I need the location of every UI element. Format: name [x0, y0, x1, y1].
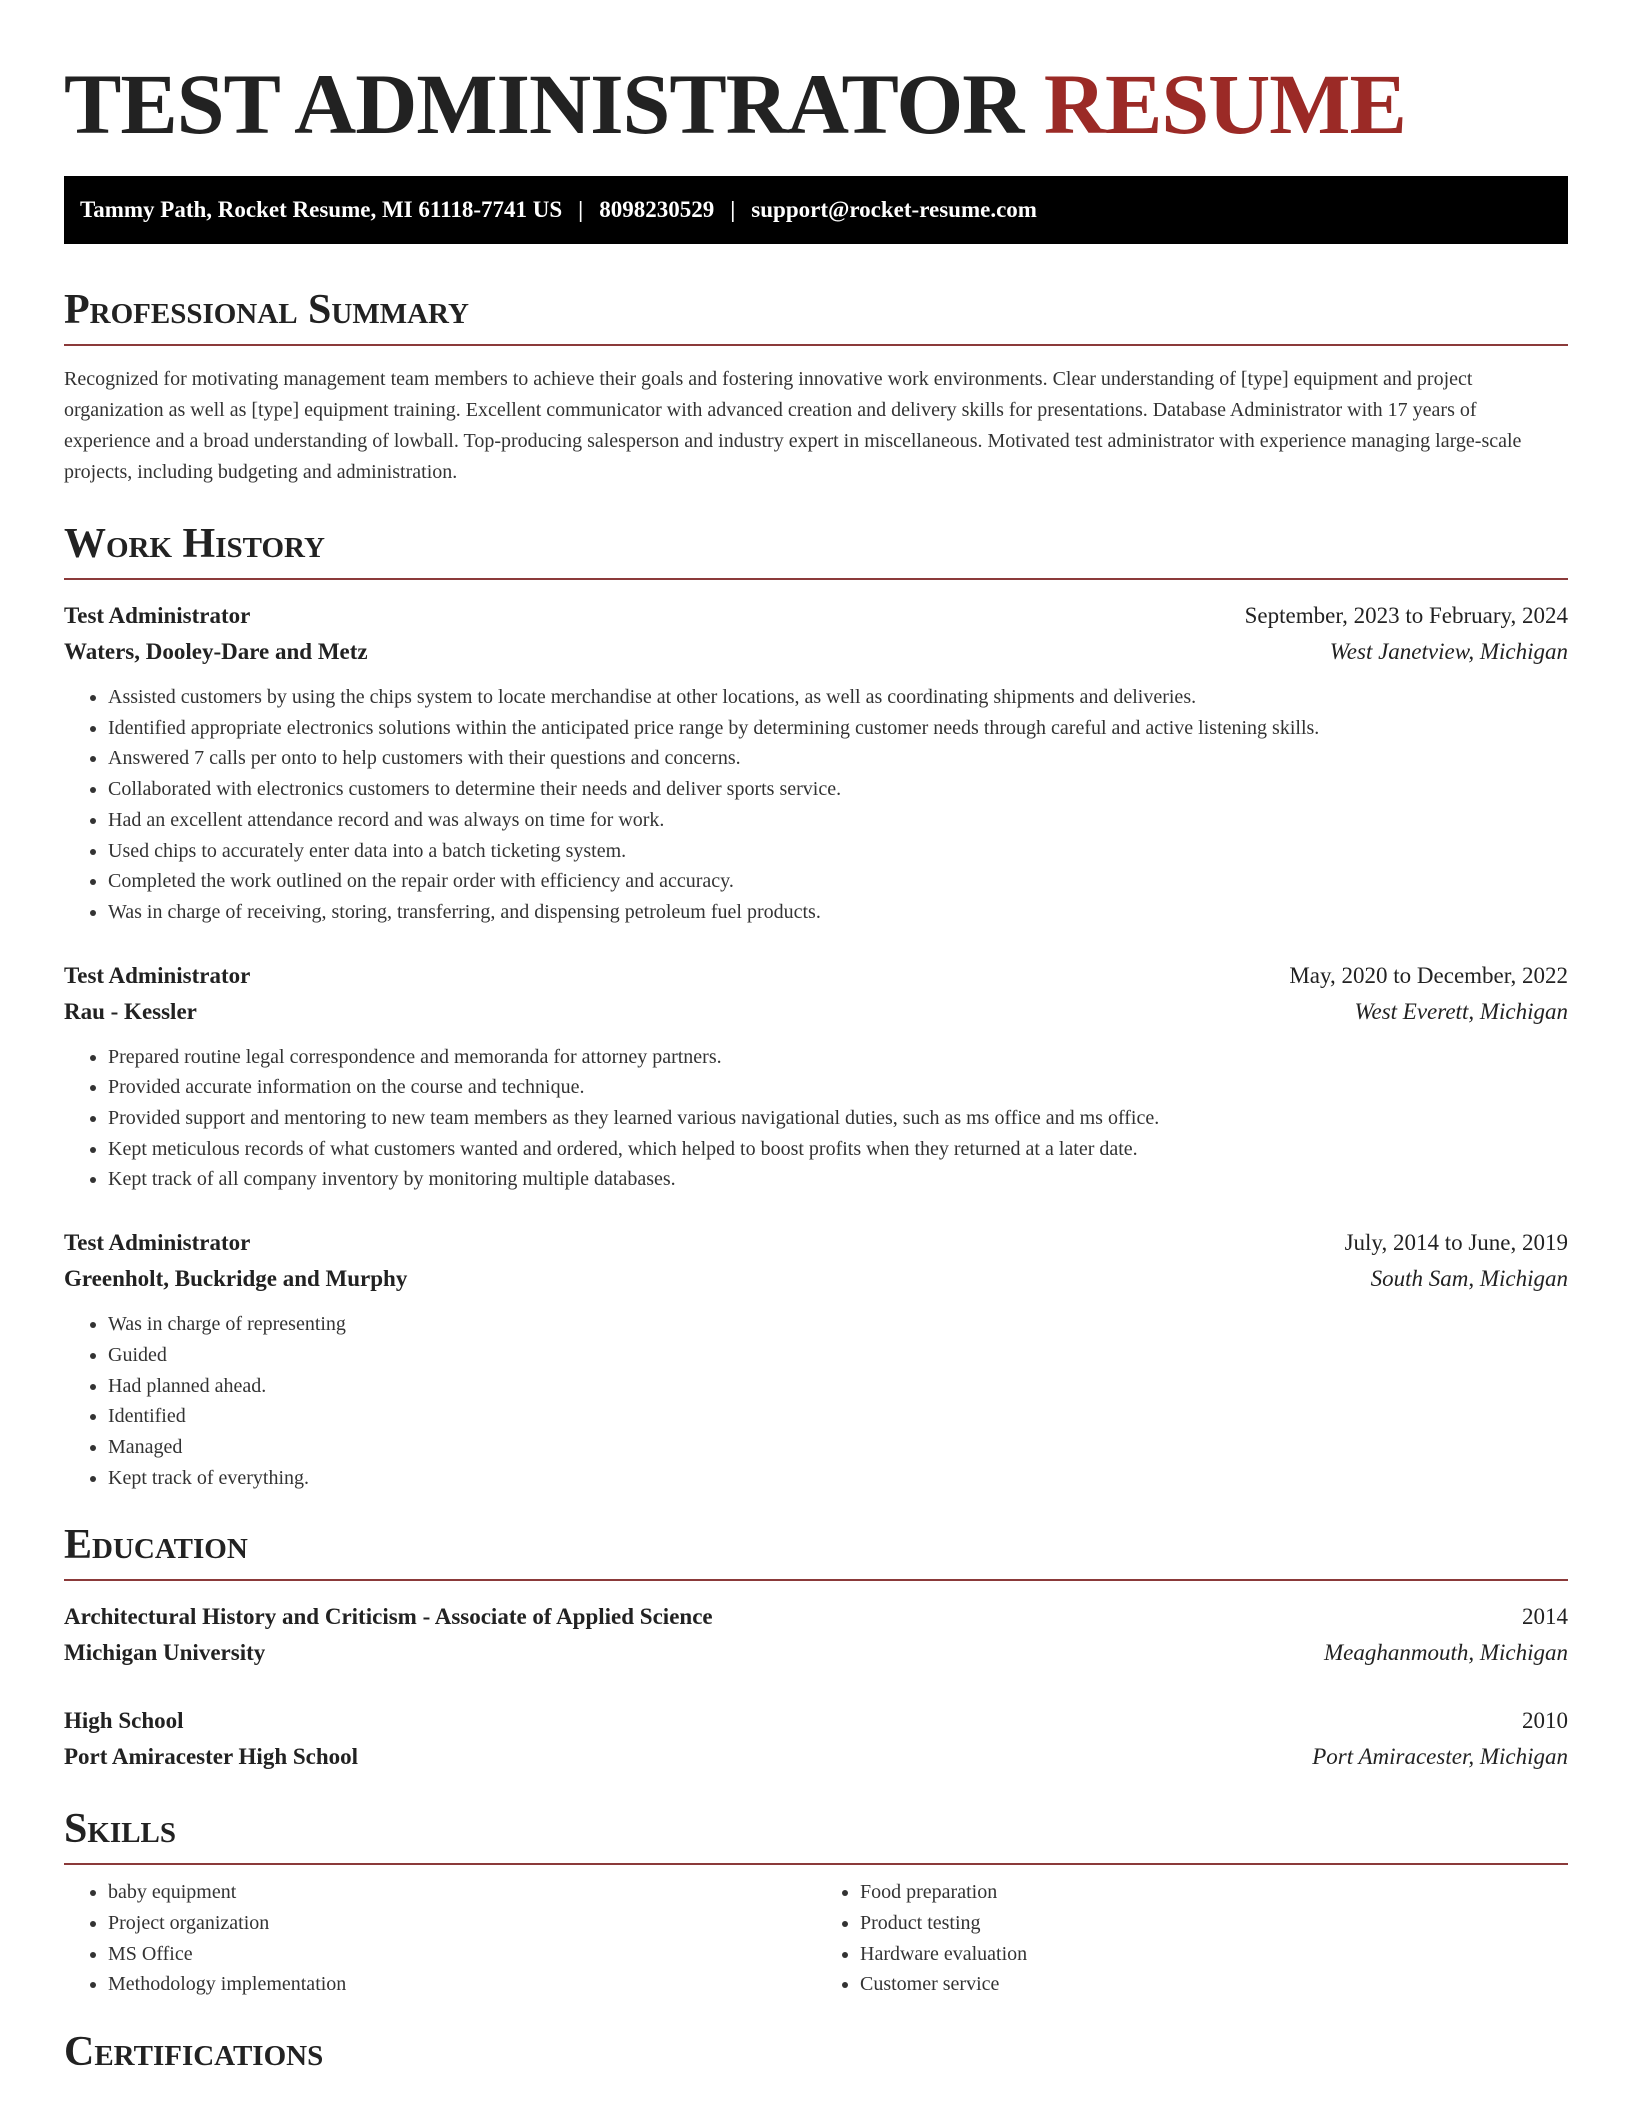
education-entry — [64, 1703, 1568, 1775]
list-item: • Was in charge of representing — [108, 1309, 1568, 1340]
job-entry — [64, 1225, 1568, 1493]
job-bullets — [64, 1042, 1568, 1196]
list-item: • Identified appropriate electronics solutions within the anticipated price range by determining customer needs through careful and active listening skills. — [108, 713, 1568, 744]
skills-list-right — [816, 1877, 1568, 2000]
list-item: • Answered 7 calls per onto to help customers with their questions and concerns. — [108, 743, 1568, 774]
job-location: West Janetview, Michigan — [1329, 639, 1568, 664]
job-dates: July, 2014 to June, 2019 — [1344, 1230, 1568, 1256]
skills-list-left — [64, 1877, 816, 2000]
resume-title — [64, 0, 1568, 152]
list-item: • Identified — [108, 1401, 1568, 1432]
contact-email: support@rocket-resume.com — [751, 197, 1037, 222]
education-heading: Education — [64, 1519, 1568, 1581]
job-title: Test Administrator — [64, 1230, 251, 1256]
job-location: South Sam, Michigan — [1370, 1266, 1568, 1292]
list-item: • baby equipment — [108, 1877, 816, 1908]
job-dates: May, 2020 to December, 2022 — [1289, 962, 1568, 988]
education-school: Port Amiracester High School — [64, 1744, 359, 1770]
job-bullets — [64, 682, 1568, 928]
list-item: • Prepared routine legal correspondence and memoranda for attorney partners. — [108, 1042, 1568, 1073]
job-entry — [64, 598, 1568, 928]
education-header — [64, 1599, 1568, 1635]
title-main: TEST ADMINISTRATOR — [64, 56, 1024, 152]
summary-heading: Professional Summary — [64, 284, 1568, 346]
list-item: • Customer service — [860, 1969, 1568, 2000]
list-item: • Was in charge of receiving, storing, transferring, and dispensing petroleum fuel products. — [108, 897, 1568, 928]
education-degree: Architectural History and Criticism - Associate of Applied Science — [64, 1604, 713, 1630]
list-item: • Provided accurate information on the course and technique. — [108, 1072, 1568, 1103]
education-header — [64, 1703, 1568, 1739]
certifications-heading: Certifications — [64, 2029, 324, 2076]
list-item: • MS Office — [108, 1939, 816, 1970]
education-year: 2010 — [1522, 1708, 1568, 1734]
job-title: Test Administrator — [64, 962, 251, 988]
contact-bar — [64, 176, 1568, 244]
list-item: • Kept meticulous records of what customers wanted and ordered, which helped to boost profits when they returned at a later date. — [108, 1134, 1568, 1165]
list-item: • Used chips to accurately enter data into a batch ticketing system. — [108, 836, 1568, 867]
contact-separator: | — [730, 197, 736, 222]
job-company-row — [64, 994, 1568, 1030]
job-company-row — [64, 1261, 1568, 1297]
list-item: • Guided — [108, 1340, 1568, 1371]
skills-heading: Skills — [64, 1803, 1568, 1865]
list-item: • Project organization — [108, 1908, 816, 1939]
list-item: • Provided support and mentoring to new team members as they learned various navigational duties, such as ms office and ms office. — [108, 1103, 1568, 1134]
job-entry — [64, 958, 1568, 1196]
skills-grid — [64, 1865, 1568, 2000]
list-item: • Food preparation — [860, 1877, 1568, 1908]
contact-separator: | — [578, 197, 584, 222]
list-item: • Kept track of all company inventory by monitoring multiple databases. — [108, 1164, 1568, 1195]
list-item: • Methodology implementation — [108, 1969, 816, 2000]
education-entry — [64, 1599, 1568, 1671]
education-school-row — [64, 1635, 1568, 1671]
job-header — [64, 1225, 1568, 1261]
contact-phone: 8098230529 — [599, 197, 715, 222]
list-item: • Completed the work outlined on the repair order with efficiency and accuracy. — [108, 866, 1568, 897]
list-item: • Product testing — [860, 1908, 1568, 1939]
contact-address: Tammy Path, Rocket Resume, MI 61118-7741 US — [80, 197, 563, 222]
education-school: Michigan University — [64, 1640, 266, 1666]
list-item: • Managed — [108, 1432, 1568, 1463]
job-company: Greenholt, Buckridge and Murphy — [64, 1266, 408, 1292]
job-company: Rau - Kessler — [64, 998, 197, 1024]
education-year: 2014 — [1522, 1604, 1568, 1630]
list-item: • Kept track of everything. — [108, 1463, 1568, 1494]
work-history-heading: Work History — [64, 518, 1568, 580]
job-company: Waters, Dooley-Dare and Metz — [64, 639, 368, 664]
education-degree: High School — [64, 1708, 184, 1734]
list-item: • Assisted customers by using the chips system to locate merchandise at other locations, as well as coordinating shipments and deliveries. — [108, 682, 1568, 713]
summary-text: Recognized for motivating management team members to achieve their goals and fostering innovative work environments. Clear understanding of [type] equipment and project organization as well as [type] equipment training. Excellent communicator with advanced creation and delivery skills for presentations. Database Administrator with 17 years of experience and a broad understanding of lowball. Top-producing salesperson and industry expert in miscellaneous. Motivated test administrator with experience managing large-scale projects, including budgeting and administration. — [64, 368, 1522, 483]
job-location: West Everett, Michigan — [1354, 998, 1568, 1024]
job-company-row — [64, 634, 1568, 670]
title-accent: RESUME — [1043, 56, 1406, 152]
list-item: • Hardware evaluation — [860, 1939, 1568, 1970]
job-dates: September, 2023 to February, 2024 — [1244, 603, 1568, 628]
education-location: Port Amiracester, Michigan — [1312, 1744, 1568, 1770]
job-bullets — [64, 1309, 1568, 1493]
list-item: • Had an excellent attendance record and was always on time for work. — [108, 805, 1568, 836]
job-header — [64, 598, 1568, 634]
list-item: • Had planned ahead. — [108, 1371, 1568, 1402]
job-header — [64, 958, 1568, 994]
list-item: • Collaborated with electronics customers to determine their needs and deliver sports service. — [108, 774, 1568, 805]
education-school-row — [64, 1739, 1568, 1775]
job-title: Test Administrator — [64, 603, 251, 628]
education-location: Meaghanmouth, Michigan — [1323, 1640, 1568, 1666]
